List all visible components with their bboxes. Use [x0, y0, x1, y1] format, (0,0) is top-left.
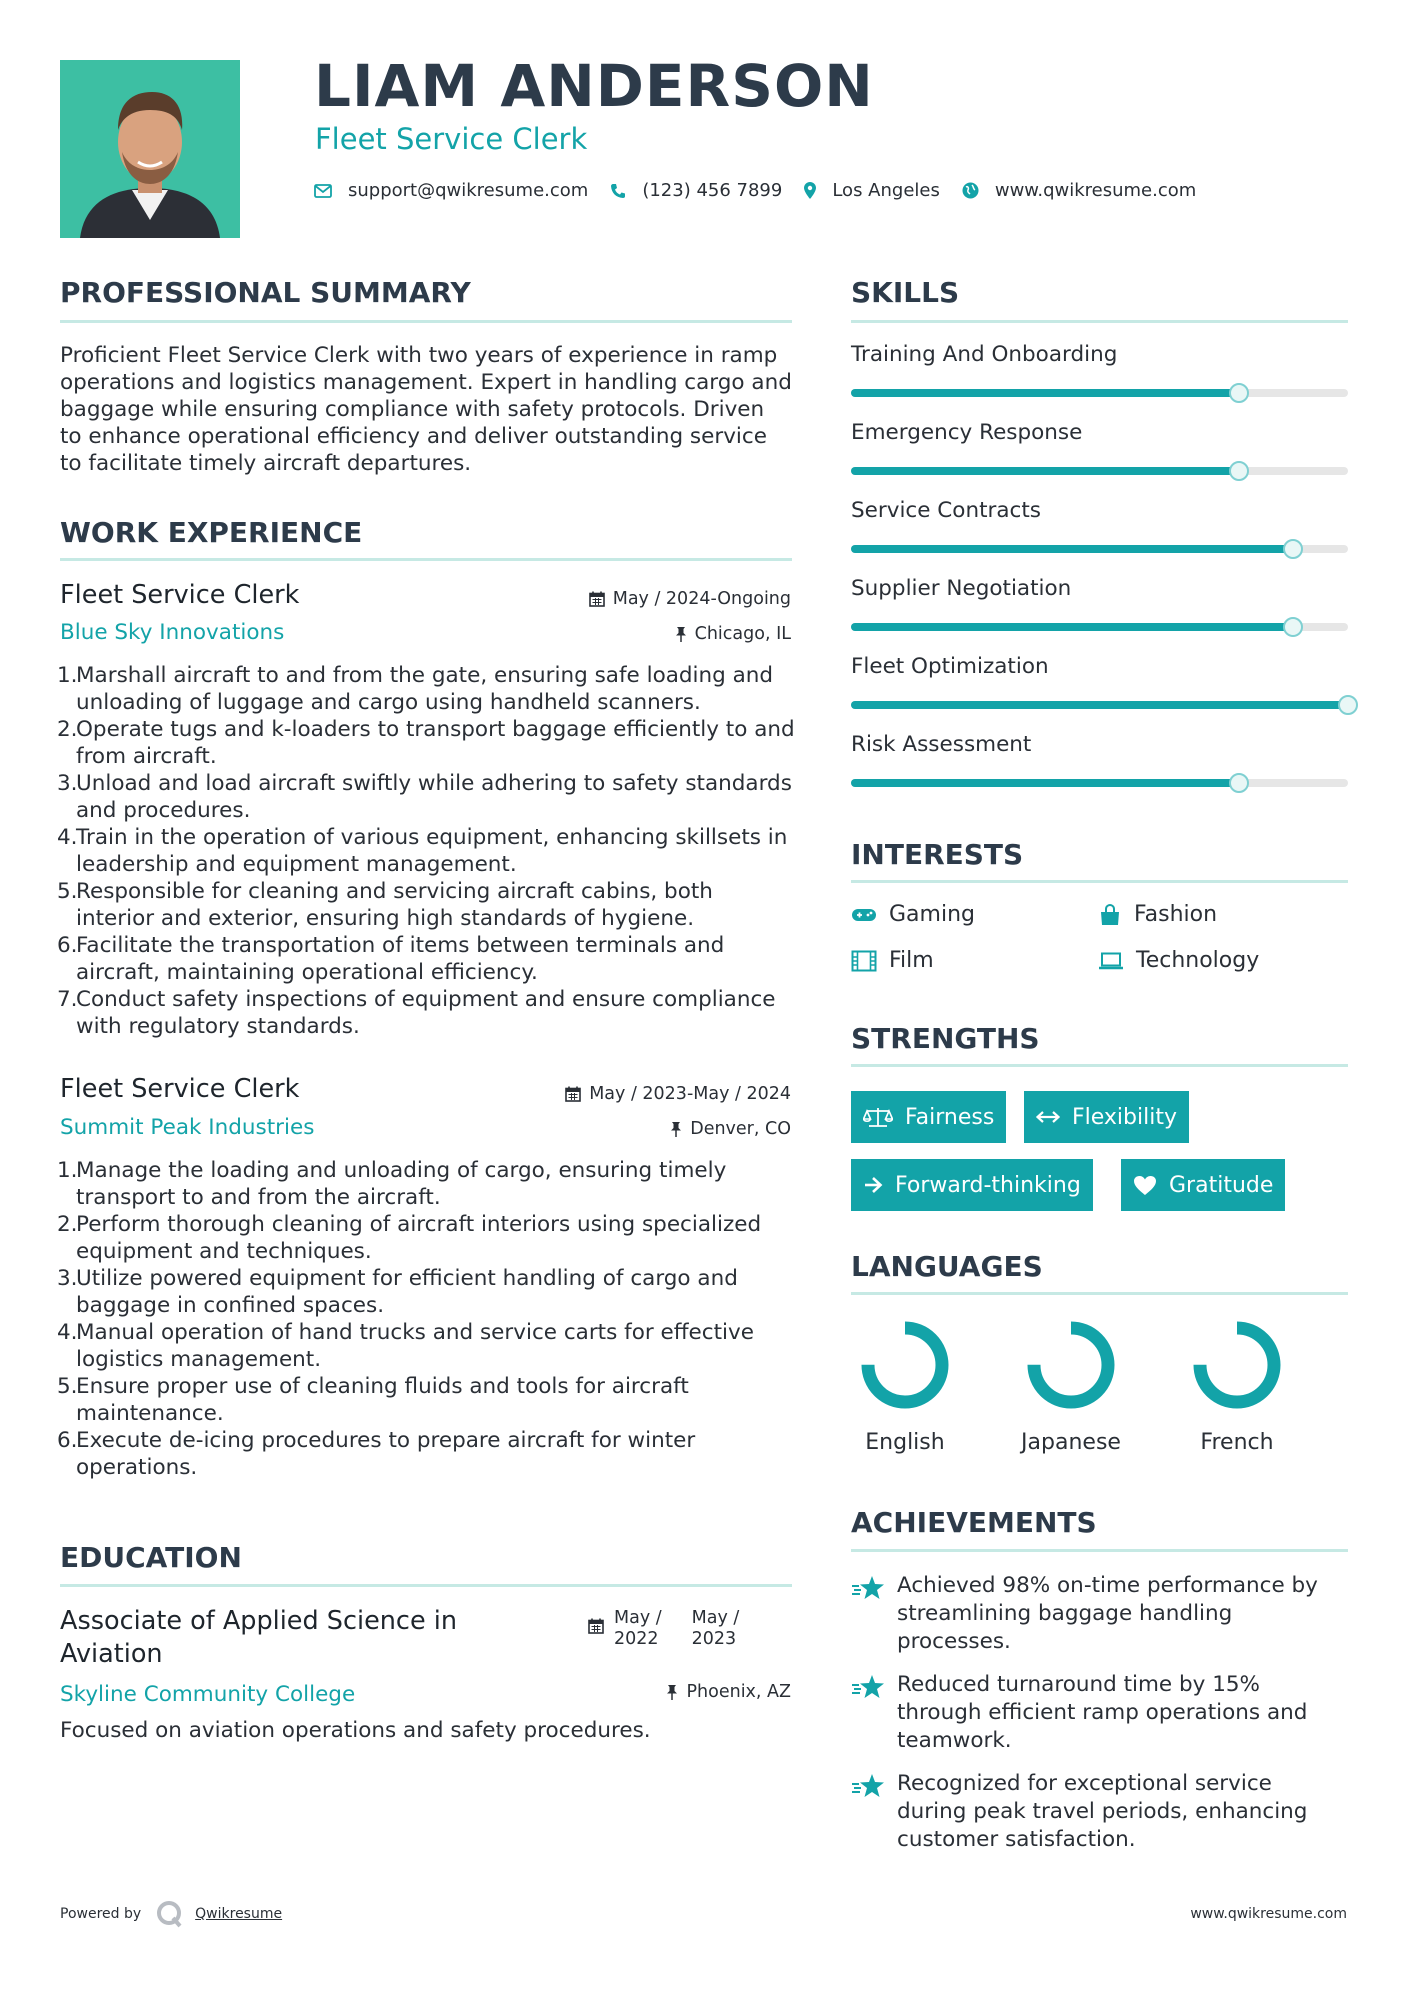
profile-photo [60, 60, 240, 238]
edu-end-line1: May / [691, 1608, 740, 1628]
interest-item-technology [1098, 948, 1259, 973]
bullet-number: 6. [57, 1428, 78, 1453]
job-bullet-item [57, 662, 797, 716]
summary-heading: PROFESSIONAL SUMMARY [60, 276, 471, 309]
education-divider [60, 1584, 792, 1587]
job-bullet-item [57, 770, 797, 824]
contact-email[interactable] [314, 180, 588, 201]
summary-divider [60, 320, 792, 323]
achievement-text: Achieved 98% on-time performance by streamlining baggage handling processes. [897, 1573, 1318, 1654]
interest-item-gaming [851, 902, 975, 927]
job-bullet-item [57, 1265, 797, 1319]
job-location [670, 1119, 791, 1139]
job-location-text: Chicago, IL [694, 624, 791, 644]
balance-scale-icon [863, 1106, 893, 1128]
achievement-text: Recognized for exceptional service during peak travel periods, enhancing customer satisfaction. [897, 1771, 1308, 1852]
strength-tag-flexibility [1024, 1091, 1189, 1143]
skill-bar-knob [1229, 383, 1249, 403]
skill-bar-track [851, 467, 1348, 475]
skill-bar-fill [851, 545, 1293, 553]
job-dates-text: May / 2023-May / 2024 [589, 1084, 791, 1104]
languages-divider [851, 1292, 1348, 1295]
phone-icon [610, 183, 626, 199]
skill-bar-knob [1229, 773, 1249, 793]
language-label: French [1200, 1430, 1274, 1455]
bullet-number: 5. [57, 879, 78, 904]
degree-title-line1: Associate of Applied Science in [60, 1606, 457, 1636]
achievements-heading: ACHIEVEMENTS [851, 1506, 1097, 1539]
bullet-text: Manage the loading and unloading of cargo, ensuring timely transport to and from the aircraft. [76, 1158, 727, 1210]
skill-label: Emergency Response [851, 420, 1083, 445]
edu-end-line2: 2023 [691, 1629, 737, 1649]
interests-divider [851, 880, 1348, 883]
language-label: Japanese [1021, 1430, 1121, 1455]
contact-phone[interactable] [610, 180, 782, 201]
skills-heading: SKILLS [851, 276, 960, 309]
arrows-horizontal-icon [1036, 1110, 1060, 1124]
pushpin-icon [666, 1684, 678, 1700]
email-text: support@qwikresume.com [348, 180, 589, 201]
powered-by-text: Powered by [60, 1906, 142, 1922]
education-heading: EDUCATION [60, 1541, 242, 1574]
job-bullet-list [57, 662, 797, 1040]
strength-label: Fairness [905, 1104, 995, 1130]
job-dates [565, 1084, 791, 1104]
education-description: Focused on aviation operations and safety procedures. [60, 1718, 651, 1743]
skill-bar-fill [851, 623, 1293, 631]
skill-bar-track [851, 701, 1348, 709]
languages-heading: LANGUAGES [851, 1250, 1043, 1283]
strength-label: Forward-thinking [895, 1172, 1081, 1198]
qwikresume-logo-icon [155, 1900, 187, 1928]
bullet-text: Marshall aircraft to and from the gate, ensuring safe loading and unloading of luggage and cargo using handheld scanners. [76, 663, 774, 715]
globe-icon [962, 182, 979, 199]
job-bullet-item [57, 1319, 797, 1373]
company-name: Summit Peak Industries [60, 1115, 315, 1140]
strength-tag-forward-thinking [851, 1159, 1093, 1211]
arrow-right-icon [863, 1176, 883, 1194]
heart-icon [1133, 1175, 1157, 1196]
language-ring [1021, 1315, 1121, 1415]
job-title: Fleet Service Clerk [60, 580, 300, 610]
bullet-number: 7. [57, 987, 78, 1012]
language-ring-arc [1034, 1328, 1108, 1402]
strengths-heading: STRENGTHS [851, 1022, 1040, 1055]
bullet-text: Perform thorough cleaning of aircraft interiors using specialized equipment and techniques. [76, 1212, 762, 1264]
language-ring [1187, 1315, 1287, 1415]
location-text: Los Angeles [832, 180, 940, 201]
footer-brand-link[interactable]: Qwikresume [195, 1906, 283, 1922]
strengths-divider [851, 1064, 1348, 1067]
job-dates [589, 589, 791, 609]
speeding-star-icon [851, 1574, 885, 1602]
skill-label: Service Contracts [851, 498, 1041, 523]
envelope-icon [314, 184, 332, 198]
job-dates-text: May / 2024-Ongoing [612, 589, 791, 609]
job-bullet-item [57, 1157, 797, 1211]
job-bullet-item [57, 1211, 797, 1265]
bullet-text: Unload and load aircraft swiftly while adhering to safety standards and procedures. [76, 771, 792, 823]
experience-divider [60, 558, 792, 561]
strength-tag-gratitude [1121, 1159, 1285, 1211]
website-text: www.qwikresume.com [994, 180, 1197, 201]
achievements-divider [851, 1549, 1348, 1552]
interest-item-film [851, 948, 934, 973]
language-ring-arc [868, 1328, 942, 1402]
speeding-star-icon [851, 1772, 885, 1800]
job-bullet-item [57, 1373, 797, 1427]
company-name: Blue Sky Innovations [60, 620, 285, 645]
education-dates [588, 1608, 739, 1650]
language-label: English [865, 1430, 945, 1455]
bullet-number: 4. [57, 825, 78, 850]
skill-bar-fill [851, 779, 1239, 787]
bullet-number: 6. [57, 933, 78, 958]
school-name: Skyline Community College [60, 1682, 356, 1707]
bullet-number: 3. [57, 771, 78, 796]
interest-label: Technology [1136, 948, 1260, 973]
education-location [666, 1682, 791, 1702]
achievement-item [851, 1770, 1347, 1854]
edu-start-line1: May / [614, 1608, 662, 1628]
bullet-number: 1. [57, 663, 78, 688]
job-bullet-item [57, 986, 797, 1040]
skill-label: Training And Onboarding [851, 342, 1118, 367]
pushpin-icon [675, 626, 687, 642]
job-bullet-item [57, 932, 797, 986]
education-location-text: Phoenix, AZ [686, 1682, 791, 1702]
skill-bar-track [851, 779, 1348, 787]
bullet-number: 1. [57, 1158, 78, 1183]
bullet-number: 4. [57, 1320, 78, 1345]
film-icon [851, 950, 877, 972]
contact-bar [314, 180, 1218, 201]
skill-bar-track [851, 545, 1348, 553]
job-bullet-list [57, 1157, 797, 1481]
language-ring-arc [1200, 1328, 1274, 1402]
skill-bar-fill [851, 389, 1239, 397]
skill-label: Supplier Negotiation [851, 576, 1072, 601]
bullet-text: Facilitate the transportation of items between terminals and aircraft, maintaining operational efficiency. [76, 933, 725, 985]
candidate-title: Fleet Service Clerk [315, 122, 588, 156]
skill-label: Risk Assessment [851, 732, 1032, 757]
skill-bar-knob [1283, 539, 1303, 559]
skill-bar-track [851, 623, 1348, 631]
interest-label: Gaming [889, 902, 975, 927]
achievement-text: Reduced turnaround time by 15% through efficient ramp operations and teamwork. [897, 1672, 1308, 1753]
footer-website[interactable]: www.qwikresume.com [1190, 1906, 1347, 1922]
shopping-bag-icon [1098, 904, 1122, 926]
skill-bar-fill [851, 467, 1239, 475]
skill-label: Fleet Optimization [851, 654, 1049, 679]
laptop-icon [1098, 952, 1124, 970]
phone-text: (123) 456 7899 [642, 180, 783, 201]
edu-start-line2: 2022 [614, 1629, 659, 1649]
interests-heading: INTERESTS [851, 838, 1024, 871]
skill-bar-knob [1338, 695, 1358, 715]
speeding-star-icon [851, 1673, 885, 1701]
achievement-item [851, 1572, 1347, 1656]
experience-heading: WORK EXPERIENCE [60, 516, 363, 549]
bullet-number: 3. [57, 1266, 78, 1291]
job-location [675, 624, 791, 644]
job-bullet-item [57, 1427, 797, 1481]
contact-location [804, 180, 940, 201]
bullet-number: 2. [57, 1212, 78, 1237]
job-location-text: Denver, CO [690, 1119, 791, 1139]
bullet-number: 2. [57, 717, 78, 742]
job-title: Fleet Service Clerk [60, 1074, 300, 1104]
strength-tag-fairness [851, 1091, 1006, 1143]
bullet-text: Execute de-icing procedures to prepare aircraft for winter operations. [76, 1428, 696, 1480]
bullet-text: Conduct safety inspections of equipment and ensure compliance with regulatory standards. [76, 987, 776, 1039]
strength-label: Gratitude [1169, 1172, 1274, 1198]
job-bullet-item [57, 878, 797, 932]
bullet-text: Manual operation of hand trucks and service carts for effective logistics management. [76, 1320, 754, 1372]
footer-powered-by [60, 1900, 282, 1928]
degree-title-line2: Aviation [60, 1639, 163, 1669]
bullet-text: Operate tugs and k-loaders to transport baggage efficiently to and from aircraft. [76, 717, 795, 769]
summary-text: Proficient Fleet Service Clerk with two years of experience in ramp operations and logistics management. Expert in handling cargo and baggage while ensuring compliance with safety protocols. Driven to enhance operational efficiency and deliver outstanding service to facilitate timely aircraft departures. [60, 343, 792, 476]
bullet-text: Ensure proper use of cleaning fluids and tools for aircraft maintenance. [76, 1374, 689, 1426]
pushpin-icon [670, 1121, 682, 1137]
strength-label: Flexibility [1072, 1104, 1177, 1130]
achievement-item [851, 1671, 1347, 1755]
language-ring [855, 1315, 955, 1415]
skills-divider [851, 320, 1348, 323]
job-bullet-item [57, 824, 797, 878]
gamepad-icon [851, 907, 877, 923]
contact-website[interactable] [962, 180, 1196, 201]
interest-label: Film [889, 948, 934, 973]
candidate-name: LIAM ANDERSON [314, 52, 874, 120]
map-pin-icon [804, 182, 816, 199]
skill-bar-fill [851, 701, 1348, 709]
bullet-text: Responsible for cleaning and servicing aircraft cabins, both interior and exterior, ensuring high standards of hygiene. [76, 879, 713, 931]
interest-item-fashion [1098, 902, 1217, 927]
calendar-icon [589, 591, 605, 607]
bullet-text: Utilize powered equipment for efficient handling of cargo and baggage in confined spaces. [76, 1266, 738, 1318]
calendar-icon [565, 1086, 581, 1102]
calendar-icon [588, 1618, 604, 1634]
job-bullet-item [57, 716, 797, 770]
skill-bar-knob [1229, 461, 1249, 481]
bullet-number: 5. [57, 1374, 78, 1399]
interest-label: Fashion [1134, 902, 1218, 927]
bullet-text: Train in the operation of various equipment, enhancing skillsets in leadership and equipment management. [76, 825, 788, 877]
skill-bar-track [851, 389, 1348, 397]
skill-bar-knob [1283, 617, 1303, 637]
